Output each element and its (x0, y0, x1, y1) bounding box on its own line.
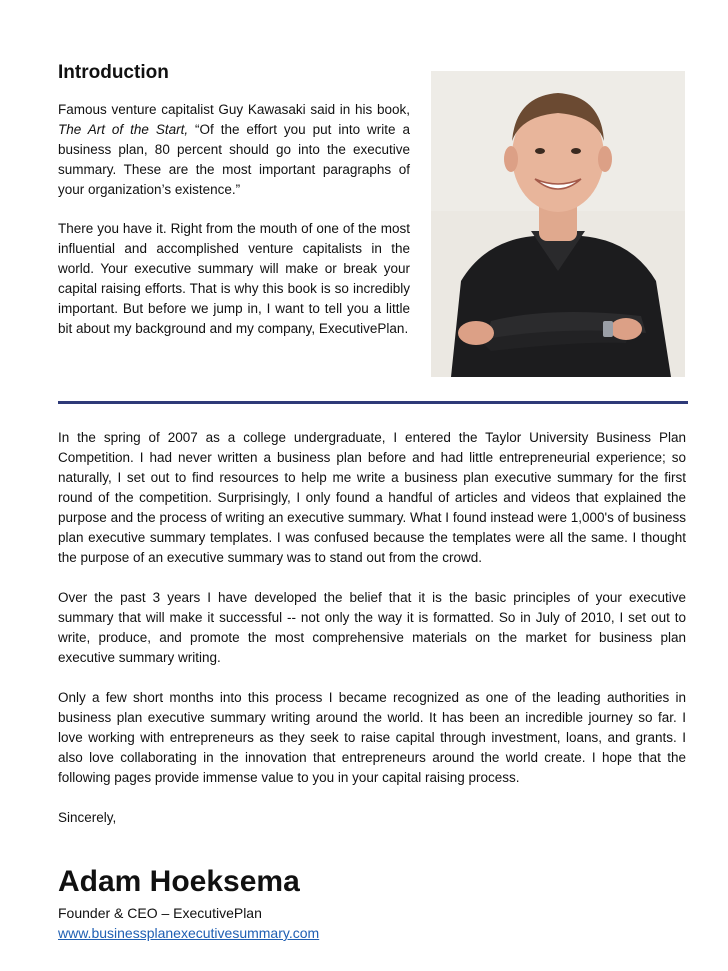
signoff: Sincerely, (58, 810, 117, 825)
main-body (58, 428, 686, 828)
intro-paragraph-1 (58, 100, 410, 200)
body-paragraph-3: Only a few short months into this process I became recognized as one of the leading authorities in business plan executive summary writing around the world. It has been an incredible journey so far. I love working with entrepreneurs as they seek to raise capital through investment, loans, and grants. I also love collaborating in the innovation that entrepreneurs around the world create. I hope that the following pages provide immense value to you in your capital raising process. (58, 690, 686, 785)
body-paragraph-1: In the spring of 2007 as a college undergraduate, I entered the Taylor University Business Plan Competition. I had never written a business plan before and had little entrepreneurial experience; so naturally, I set out to find resources to help me write a business plan executive summary for the first round of the competition. Surprisingly, I only found a handful of articles and videos that explained the purpose and the process of writing an executive summary. What I found instead were 1,000's of business plan executive summary templates. I was confused because the templates were all the same. I thought the purpose of an executive summary was to stand out from the crowd. (58, 430, 686, 565)
author-role: Founder & CEO – ExecutivePlan (58, 905, 262, 921)
section-divider (58, 401, 688, 404)
introduction-section (58, 62, 410, 358)
intro-p1-start: Famous venture capitalist Guy Kawasaki said in his book, (58, 102, 410, 117)
signature-block (58, 864, 686, 943)
body-paragraph-2: Over the past 3 years I have developed the belief that it is the basic principles of your executive summary that will make it successful -- not only the way it is formatted. So in July of 2010, I set out to write, produce, and promote the most comprehensive materials on the market for business plan executive summary writing. (58, 590, 686, 665)
website-link[interactable]: www.businessplanexecutivesummary.com (58, 925, 320, 941)
author-name: Adam Hoeksema (58, 865, 300, 898)
author-portrait-photo (431, 71, 685, 377)
introduction-heading: Introduction (58, 62, 169, 83)
intro-p1-quote: “Of the effort you put into write a business plan, 80 percent should go into the executive summary. These are the most important paragraphs of your organization’s existence.” (58, 122, 410, 197)
intro-paragraph-2: There you have it. Right from the mouth of one of the most influential and accomplished venture capitalists in the world. Your executive summary will make or break your capital raising efforts. That is why this book is so incredibly important. But before we jump in, I want to tell you a little bit about my background and my company, ExecutivePlan. (58, 221, 410, 336)
book-title: The Art of the Start, (58, 122, 189, 137)
